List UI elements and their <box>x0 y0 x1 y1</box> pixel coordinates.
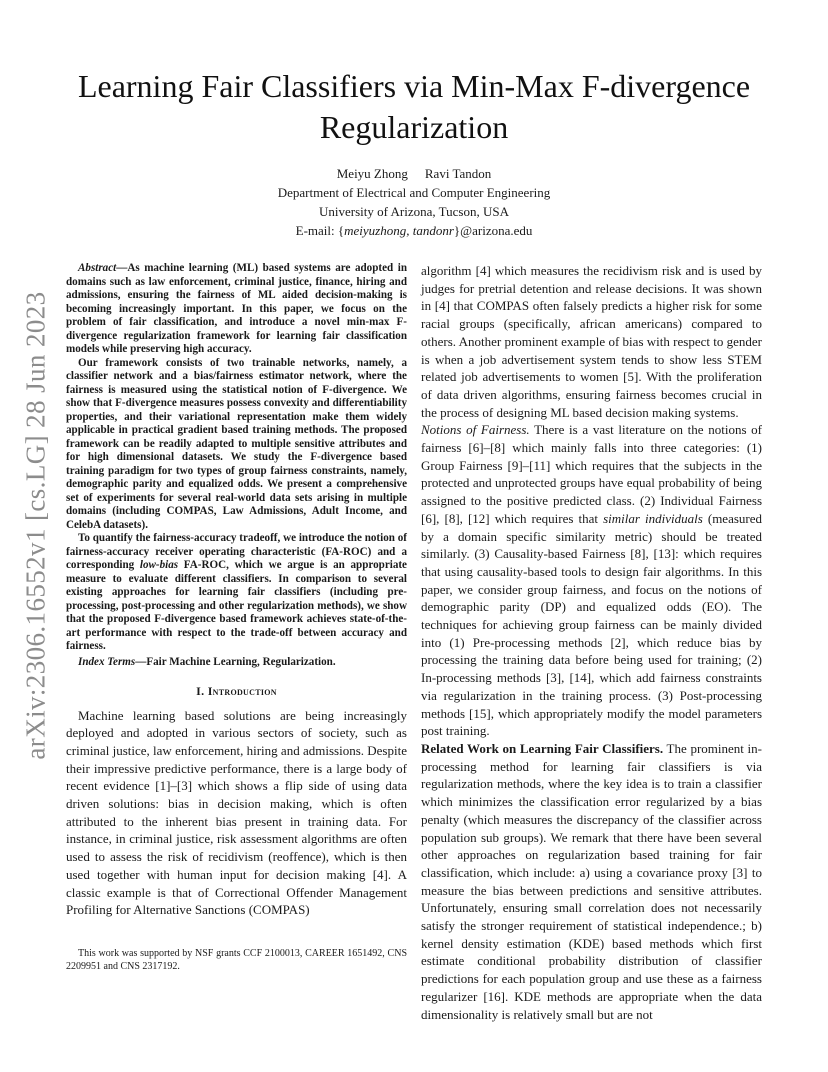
index-terms-text: —Fair Machine Learning, Regularization. <box>135 655 336 668</box>
email-suffix: }@arizona.edu <box>453 223 533 238</box>
author-email <box>66 221 762 240</box>
abstract-paragraph-3 <box>66 532 407 654</box>
arxiv-identifier-stamp <box>14 290 58 760</box>
left-column <box>66 262 407 919</box>
arxiv-id-text: arXiv:2306.16552v1 [cs.LG] 28 Jun 2023 <box>20 290 51 760</box>
notions-text-b: (measured by a domain specific similarity metric) should be treated similarly. (3) Causality-based Fairness [8], [13]: which requires that using causality-based tools to design fair algorithms. In this paper, we consider group fairness, and focus on the notions of demographic parity (DP) and equalized odds (EO). The techniques for achieving group fairness can be mainly divided into (1) Pre-processing methods [2], which reduce bias by processing the training data before being used for training; (2) In-processing methods [3], [14], which add fairness constraints via regularization in the training process. (3) Post-processing methods [15], which appropriately modify the model parameters post training. <box>421 510 762 739</box>
right-paragraph-1: algorithm [4] which measures the recidivism risk and is used by judges for pretrial detention and release decisions. It was shown in [4] that COMPAS often falsely predicts a higher risk for some racial groups (specifically, african americans) compared to others. Another prominent example of bias with respect to gender is when a job advertisement system tends to show less STEM related job advertisements to women [5]. With the proliferation of data driven algorithms, ensuring fairness becomes crucial in the process of designing ML based decision making systems. <box>421 263 762 420</box>
abstract-paragraph-1 <box>66 262 407 357</box>
related-work-text: The prominent in-processing method for learning fair classifiers is via regularization methods, where the key idea is to train a classifier which minimizes the classification error regularized by a bias penalty (which measures the discrepancy of the classifier across population sub groups). We remark that there have been several other approaches on regularization based training for fair classification, which include: a) using a covariance proxy [3] to measure the bias between predictions and sensitive attributes. Unfortunately, ensuring small correlation does not necessarily satisfy the stronger requirement of statistical independence.; b) kernel density estimation (KDE) based methods which first estimate conditional probability distribution of classifier predictions for each population group and use these as a fairness regularizer [16]. KDE methods are appropriate when the data dimensionality is relatively small but are not <box>421 740 762 1022</box>
right-column <box>421 262 762 1023</box>
notions-of-fairness-paragraph <box>421 421 762 740</box>
author-institution: University of Arizona, Tucson, USA <box>319 204 509 219</box>
index-terms-label: Index Terms <box>78 655 136 668</box>
abstract-emphasis-low-bias: low-bias <box>139 559 179 571</box>
index-terms <box>66 655 407 669</box>
email-prefix: E-mail: { <box>295 223 345 238</box>
email-names: meiyuzhong, tandonr <box>344 223 454 238</box>
author-affiliation: Department of Electrical and Computer Engineering <box>277 185 551 200</box>
paper-title: Learning Fair Classifiers via Min-Max F-divergence Regularization <box>77 68 751 145</box>
abstract-paragraph-2: Our framework consists of two trainable networks, namely, a classifier network and a bias/fairness estimator network, where the fairness is measured using the statistical notion of F-divergence. We show that F-divergence measures possess convexity and differentiability properties, and their variational representation make them widely applicable in practical gradient based training methods. The proposed framework can be readily adapted to multiple sensitive attributes and for high dimensional datasets. We study the F-divergence based training paradigm for two types of group fairness constraints, namely, demographic parity and equalized odds. We present a comprehensive set of experiments for several real-world data sets arising in multiple domains (including COMPAS, Law Admissions, Adult Income, and CelebA datasets). <box>66 356 407 531</box>
introduction-body <box>66 707 407 919</box>
author-block <box>66 164 762 240</box>
related-work-heading: Related Work on Learning Fair Classifiers. <box>421 740 664 756</box>
author-names <box>66 164 762 183</box>
abstract-label: Abstract <box>78 262 117 274</box>
introduction-paragraph-1: Machine learning based solutions are being increasingly deployed and adopted in various sectors of society, such as criminal justice, law enforcement, hiring and admissions. Despite their impressive predictive performance, there is a large body of recent evidence [1]–[3] which shows a flip side of using data driven solutions: bias in decision making, which is often attributed to the inherent bias present in training data. For instance, in criminal justice, risk assessment algorithms are often used to assess the risk of recidivism (reoffence), which is then used together with human input for decision making [4]. A classic example is that of Correctional Offender Management Profiling for Alternative Sanctions (COMPAS) <box>66 707 407 918</box>
notions-text-a: There is a vast literature on the notions of fairness [6]–[8] which mainly falls into three categories: (1) Group Fairness [9]–[11] which requires that the subjects in the protected and unprotected groups have equal probability of being assigned to the positive predicted class. (2) Individual Fairness [6], [8], [12] which requires that <box>421 422 762 526</box>
section-heading-introduction: I. Introduction <box>196 683 277 698</box>
related-work-paragraph <box>421 740 762 1023</box>
abstract-text-3a: To quantify the fairness-accuracy tradeoff, we introduce the notion of fairness-accuracy receiver operating characteristic (FA-ROC) and a corresponding <box>66 532 407 571</box>
abstract-text-1: —As machine learning (ML) based systems are adopted in domains such as law enforcement, criminal justice, finance, hiring and admissions, ensuring the fairness of ML aided decision-making is becoming increasingly important. In this paper, we focus on the problem of fair classification, and introduce a novel min-max F-divergence regularization framework for learning fair classification models while preserving high accuracy. <box>66 262 407 355</box>
author-name-1: Meiyu Zhong <box>336 166 408 181</box>
notions-emphasis: similar individuals <box>603 510 703 526</box>
funding-footnote: This work was supported by NSF grants CCF 2100013, CAREER 1651492, CNS 2209951 and CNS 2317192. <box>66 948 407 972</box>
notions-of-fairness-heading: Notions of Fairness. <box>421 422 530 438</box>
author-name-2: Ravi Tandon <box>424 166 492 181</box>
abstract <box>66 262 407 654</box>
abstract-text-3b: FA-ROC, which we argue is an appropriate measure to evaluate different classifiers. In comparison to several existing approaches for learning fair classifiers (including pre-processing, post-processing and other regularization methods), we show that the proposed F-divergence based framework achieves state-of-the-art performance with respect to the trade-off between accuracy and fairness. <box>66 559 407 652</box>
